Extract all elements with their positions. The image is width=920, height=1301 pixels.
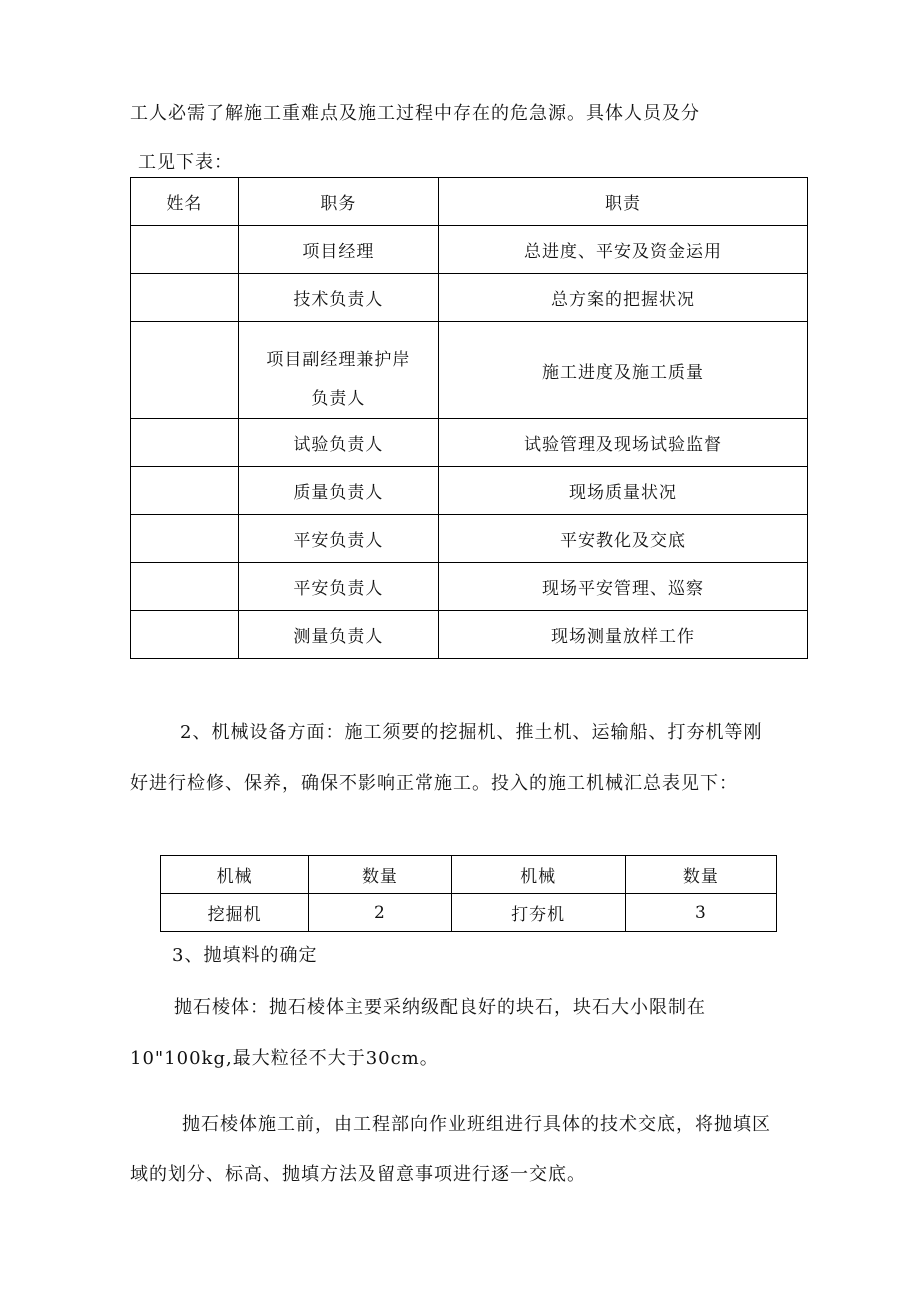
section2-line-2: 好进行检修、保养，确保不影响正常施工。投入的施工机械汇总表见下： xyxy=(130,773,738,794)
table-row xyxy=(131,467,808,515)
cell-role-line-1: 项目副经理兼护岸 xyxy=(266,350,411,370)
table-row xyxy=(131,515,808,563)
cell-role-line-2: 负责人 xyxy=(311,389,366,409)
cell-duty: 总方案的把握状况 xyxy=(439,274,808,322)
intro-line-2: 工见下表： xyxy=(138,152,233,173)
cell-name xyxy=(131,467,239,515)
cell-duty: 试验管理及现场试验监督 xyxy=(439,419,808,467)
section2-line-1: 2、机械设备方面：施工须要的挖掘机、推土机、运输船、打夯机等刚 xyxy=(180,722,763,743)
table-row xyxy=(131,274,808,322)
intro-line-1: 工人必需了解施工重难点及施工过程中存在的危急源。具体人员及分 xyxy=(130,103,700,124)
cell-duty: 现场测量放样工作 xyxy=(439,611,808,659)
cell-role: 项目经理 xyxy=(238,226,438,274)
table-row xyxy=(131,611,808,659)
section3-line-1: 抛石棱体：抛石棱体主要采纳级配良好的块石，块石大小限制在 xyxy=(174,997,706,1018)
cell-duty: 总进度、平安及资金运用 xyxy=(439,226,808,274)
cell-role: 测量负责人 xyxy=(238,611,438,659)
cell-duty: 现场平安管理、巡察 xyxy=(439,563,808,611)
cell-name xyxy=(131,611,239,659)
cell-name xyxy=(131,563,239,611)
section3-line-2: 10"100kg,最大粒径不大于30cm。 xyxy=(130,1048,439,1069)
section3-line-3: 抛石棱体施工前，由工程部向作业班组进行具体的技术交底，将抛填区 xyxy=(182,1114,771,1135)
header-machine-1: 机械 xyxy=(161,856,309,894)
machine-table xyxy=(160,855,777,932)
cell-role: 技术负责人 xyxy=(238,274,438,322)
cell-duty: 平安教化及交底 xyxy=(439,515,808,563)
cell-duty: 施工进度及施工质量 xyxy=(439,322,808,419)
cell-role: 平安负责人 xyxy=(238,515,438,563)
table-row xyxy=(131,322,808,419)
header-role: 职务 xyxy=(238,178,438,226)
cell-machine-2: 打夯机 xyxy=(451,894,625,932)
cell-quantity-1: 2 xyxy=(309,894,451,932)
section3-line-4: 域的划分、标高、抛填方法及留意事项进行逐一交底。 xyxy=(130,1164,586,1185)
header-name: 姓名 xyxy=(131,178,239,226)
table-row xyxy=(131,563,808,611)
cell-name xyxy=(131,226,239,274)
staff-table-header xyxy=(131,178,808,226)
cell-role: 质量负责人 xyxy=(238,467,438,515)
cell-name xyxy=(131,515,239,563)
machine-table-header xyxy=(161,856,777,894)
section3-title: 3、抛填料的确定 xyxy=(172,945,318,966)
cell-name xyxy=(131,419,239,467)
table-row xyxy=(131,226,808,274)
header-quantity-1: 数量 xyxy=(309,856,451,894)
header-duty: 职责 xyxy=(439,178,808,226)
cell-machine-1: 挖掘机 xyxy=(161,894,309,932)
cell-role xyxy=(238,322,438,419)
cell-quantity-2: 3 xyxy=(625,894,776,932)
cell-name xyxy=(131,274,239,322)
table-row xyxy=(131,419,808,467)
header-quantity-2: 数量 xyxy=(625,856,776,894)
cell-role: 平安负责人 xyxy=(238,563,438,611)
table-row xyxy=(161,894,777,932)
header-machine-2: 机械 xyxy=(451,856,625,894)
staff-table xyxy=(130,177,808,659)
cell-name xyxy=(131,322,239,419)
cell-role: 试验负责人 xyxy=(238,419,438,467)
cell-duty: 现场质量状况 xyxy=(439,467,808,515)
